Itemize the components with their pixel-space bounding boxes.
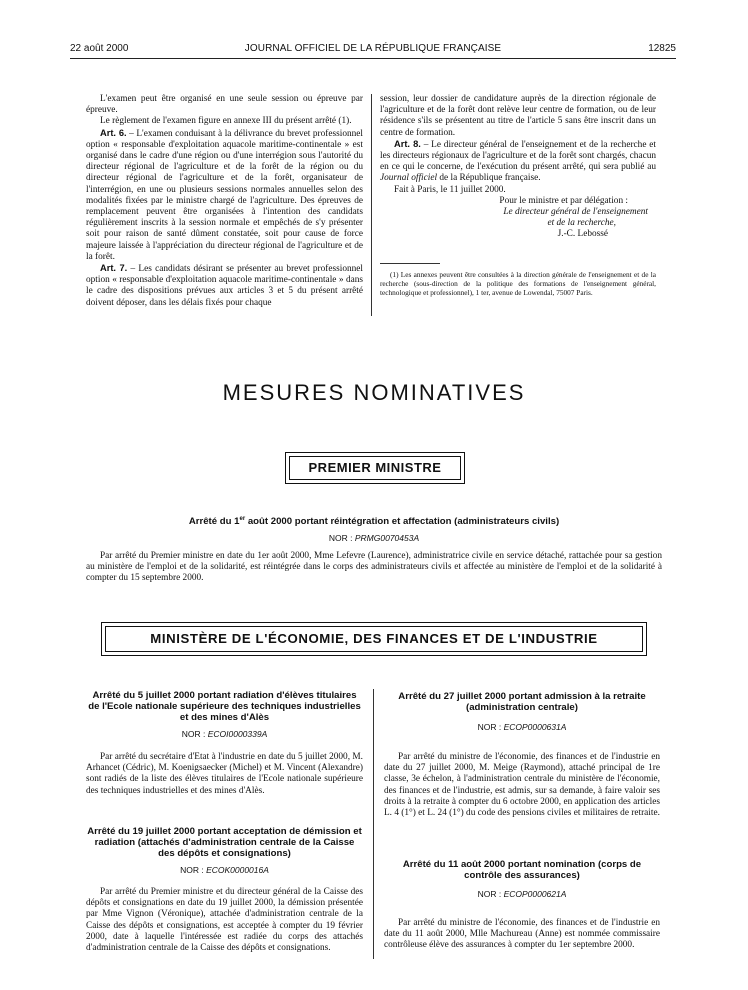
page-header — [70, 43, 676, 57]
nor-reference: NOR : ECOI0000339A — [181, 729, 268, 739]
decree-body: Par arrêté du Premier ministre et du directeur général de la Caisse des dépôts et consignations en date du 19 juillet 2000, la démission présentée par Mme Vignon (Véronique), attachée d'administration centrale de la Caisse des dépôts et consignations, est acceptée à compter du 19 février 2000, date à laquelle l'intéressée est radiée du corps des attachés d'administration centrale de la Caisse des dépôts et consignations. — [86, 887, 363, 954]
signature-line: Pour le ministre et par délégation : — [499, 195, 628, 206]
article-label: Art. 6. — [100, 127, 127, 138]
decree-title: Arrêté du 11 août 2000 portant nomination (corps de contrôle des assurances) — [402, 859, 642, 881]
ministry-name: MINISTÈRE DE L'ÉCONOMIE, DES FINANCES ET DE L'INDUSTRIE — [105, 626, 643, 652]
column-divider — [371, 94, 372, 316]
article-6: Art. 6. – L'examen conduisant à la délivrance du brevet professionnel option « responsable d'exploitation aquacole maritime-continentale » est organisé dans le cadre d'une région ou d'une interrégion sous l'autorité du directeur régional de l'agriculture et de la forêt de la région ou du directeur régional de l'agriculture et de la forêt, organisateur de l'interrégion, en une ou plusieurs sessions normales annuelles selon des modalités fixées par le ministre chargé de l'agriculture. Des épreuves de remplacement peuvent être organisées à l'intention des candidats régulièrement inscrits à la session normale et empêchés de s'y présenter soit pour raison de santé dûment constatée, soit pour cause de force majeure laissée à l'appréciation du directeur régional de l'agriculture et de la forêt. — [86, 127, 363, 262]
paragraph: L'examen peut être organisé en une seule session ou épreuve par épreuve. — [86, 94, 363, 116]
article-7: Art. 7. – Les candidats désirant se présenter au brevet professionnel option « responsable d'exploitation aquacole maritime-continentale » dans le cadre des dispositions prévues aux articles 3 et 5 du présent arrêté doivent déposer, dans les délais fixés pour chaque — [86, 263, 363, 308]
decree-title: Arrêté du 5 juillet 2000 portant radiation d'élèves titulaires de l'Ecole nationale supérieure des techniques industrielles et des mines d'Alès — [88, 690, 361, 723]
decree-title: Arrêté du 27 juillet 2000 portant admission à la retraite (administration centrale) — [398, 691, 646, 713]
ministry-box-premier — [285, 452, 465, 484]
header-page-number: 12825 — [648, 43, 676, 54]
column-divider — [373, 689, 374, 959]
signature-line: et de la recherche, — [547, 218, 616, 229]
decree-body: Par arrêté du ministre de l'économie, des finances et de l'industrie en date du 27 juillet 2000, M. Meige (Raymond), attaché principal de 1re classe, 3e échelon, à l'administration centrale du ministère de l'économie, des finances et de l'industrie, est admis, sur sa demande, à faire valoir ses droits à la retraite à compter du 6 octobre 2000, en application des articles L. 4 (1°) et L. 24 (1°) du code des pensions civiles et militaires de retraite. — [384, 752, 660, 819]
fait-a-paris: Fait à Paris, le 11 juillet 2000. — [394, 184, 506, 195]
decree-body: Par arrêté du secrétaire d'Etat à l'industrie en date du 5 juillet 2000, M. Arhancet (Cédric), M. Koenigsaecker (Michel) et M. Vincent (Alexandre) sont radiés de la liste des élèves titulaires de l'Ecole nationale supérieure des techniques industrielles et des mines d'Alès. — [86, 752, 363, 796]
ministry-name: PREMIER MINISTRE — [289, 456, 461, 480]
paragraph: Le règlement de l'examen figure en annexe III du présent arrêté (1). — [100, 116, 352, 127]
article-label: Art. 8. — [394, 138, 421, 149]
footnote: (1) Les annexes peuvent être consultées à la direction générale de l'enseignement et de la recherche (sous-direction de la politique des formations de l'enseignement général, technologique et professionnel), 1 ter, avenue de Lowendal, 75007 Paris. — [380, 270, 656, 297]
article-8: Art. 8. – Le directeur général de l'enseignement et de la recherche et les directeurs régionaux de l'agriculture et de la forêt sont chargés, chacun en ce qui le concerne, de l'exécution du présent arrêté, qui sera publié au Journal officiel de la République française. — [380, 138, 656, 184]
decree-body: Par arrêté du ministre de l'économie, des finances et de l'industrie en date du 11 août 2000, Mlle Machureau (Anne) est nommée commissaire contrôleuse élève des assurances à compter du 1er septembre 2000. — [384, 918, 660, 951]
article-label: Art. 7. — [100, 263, 128, 274]
decree-body: Par arrêté du Premier ministre en date du 1er août 2000, Mme Lefevre (Laurence), administratrice civile en service détaché, rattachée pour sa gestion au ministère de l'emploi et de la solidarité, est réintégrée dans le corps des administrateurs civils et affectée au ministère de l'emploi et de la solidarité à compter du 15 septembre 2000. — [86, 551, 662, 584]
header-rule — [70, 58, 676, 59]
decree-title: Arrêté du 19 juillet 2000 portant acceptation de démission et radiation (attachés d'administration centrale de la Caisse des dépôts et consignations) — [87, 826, 362, 859]
top-right-column — [380, 94, 656, 241]
nor-reference: NOR : ECOP0000631A — [477, 722, 567, 732]
decree-title: Arrêté du 1er août 2000 portant réintégration et affectation (administrateurs civils) — [188, 516, 560, 528]
header-journal-title: JOURNAL OFFICIEL DE LA RÉPUBLIQUE FRANÇAISE — [244, 43, 502, 54]
footnote-rule — [380, 263, 440, 264]
section-title: MESURES NOMINATIVES — [222, 380, 526, 405]
signatory-name: J.-C. Lebossé — [557, 229, 608, 240]
nor-reference: NOR : PRMG0070453A — [328, 533, 420, 543]
paragraph: session, leur dossier de candidature auprès de la direction régionale de l'agriculture et de la forêt dont relève leur centre de formation, ou de leur résidence s'ils se présentent au titre de l'article 5 sans être inscrit dans un centre de formation. — [380, 94, 656, 138]
ministry-box-economie — [101, 622, 647, 656]
nor-reference: NOR : ECOK0000016A — [180, 865, 269, 875]
nor-reference: NOR : ECOP0000621A — [477, 889, 567, 899]
header-date: 22 août 2000 — [70, 43, 129, 54]
top-left-column — [86, 94, 363, 309]
signature-line: Le directeur général de l'enseignement — [503, 207, 648, 218]
